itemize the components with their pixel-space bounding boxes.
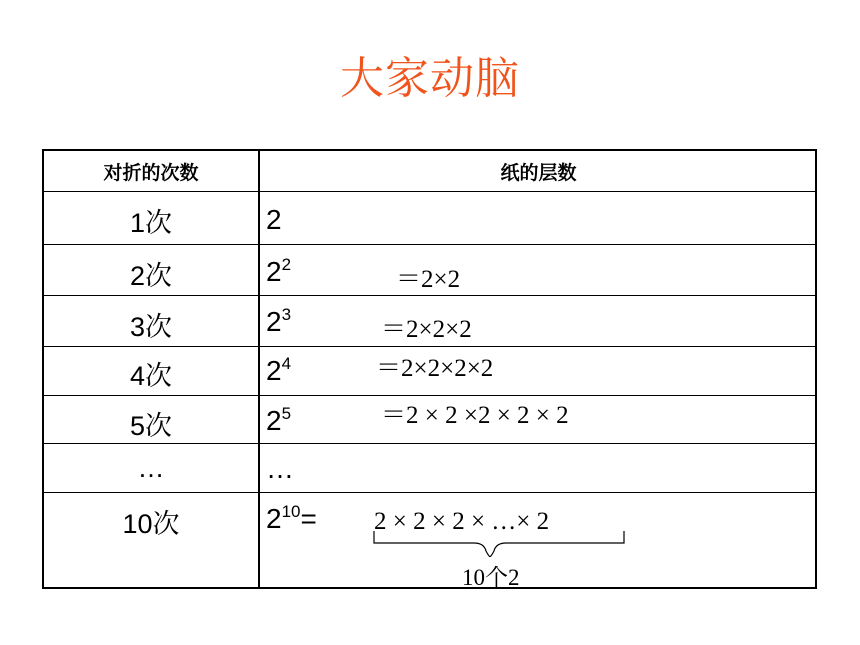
fold-count-cell: 4次	[129, 361, 173, 391]
folding-table	[42, 149, 817, 589]
layers-cell: …	[266, 453, 294, 484]
layers-cell: $2^4$	[266, 354, 292, 386]
underbrace-icon	[372, 529, 628, 557]
fold-count-cell: 10次	[122, 509, 180, 539]
expansion-expression: ＝2×2×2×2	[376, 355, 494, 382]
row-divider	[44, 191, 815, 192]
fold-count-cell: 1次	[129, 208, 173, 238]
fold-count-cell: 5次	[129, 411, 173, 441]
expansion-expression: ＝2×2×2	[381, 316, 472, 343]
expansion-expression: ＝2 × 2 ×2 × 2 × 2	[381, 402, 569, 429]
fold-count-cell: 3次	[129, 312, 173, 342]
row-divider	[44, 443, 815, 444]
layers-cell: $2^3$	[266, 305, 292, 337]
layers-cell: $2^2$	[266, 255, 292, 287]
row-divider	[44, 492, 815, 493]
layers-cell: 2	[266, 204, 282, 235]
layers-cell: $2^{10}=$	[266, 502, 317, 534]
header-fold-count: 对折的次数	[103, 162, 199, 184]
expansion-expression: 2 × 2 × 2 × …× 2	[374, 508, 550, 535]
slide-title: 大家动脑	[340, 53, 520, 104]
row-divider	[44, 346, 815, 347]
row-divider	[44, 295, 815, 296]
fold-count-cell: …	[137, 453, 165, 483]
column-divider	[258, 151, 260, 587]
expansion-expression: ＝2×2	[396, 266, 461, 293]
row-divider	[44, 244, 815, 245]
header-paper-layers: 纸的层数	[500, 162, 577, 184]
fold-count-cell: 2次	[129, 261, 173, 291]
layers-cell: $2^5$	[266, 404, 292, 436]
brace-label: 10个2	[462, 565, 520, 590]
